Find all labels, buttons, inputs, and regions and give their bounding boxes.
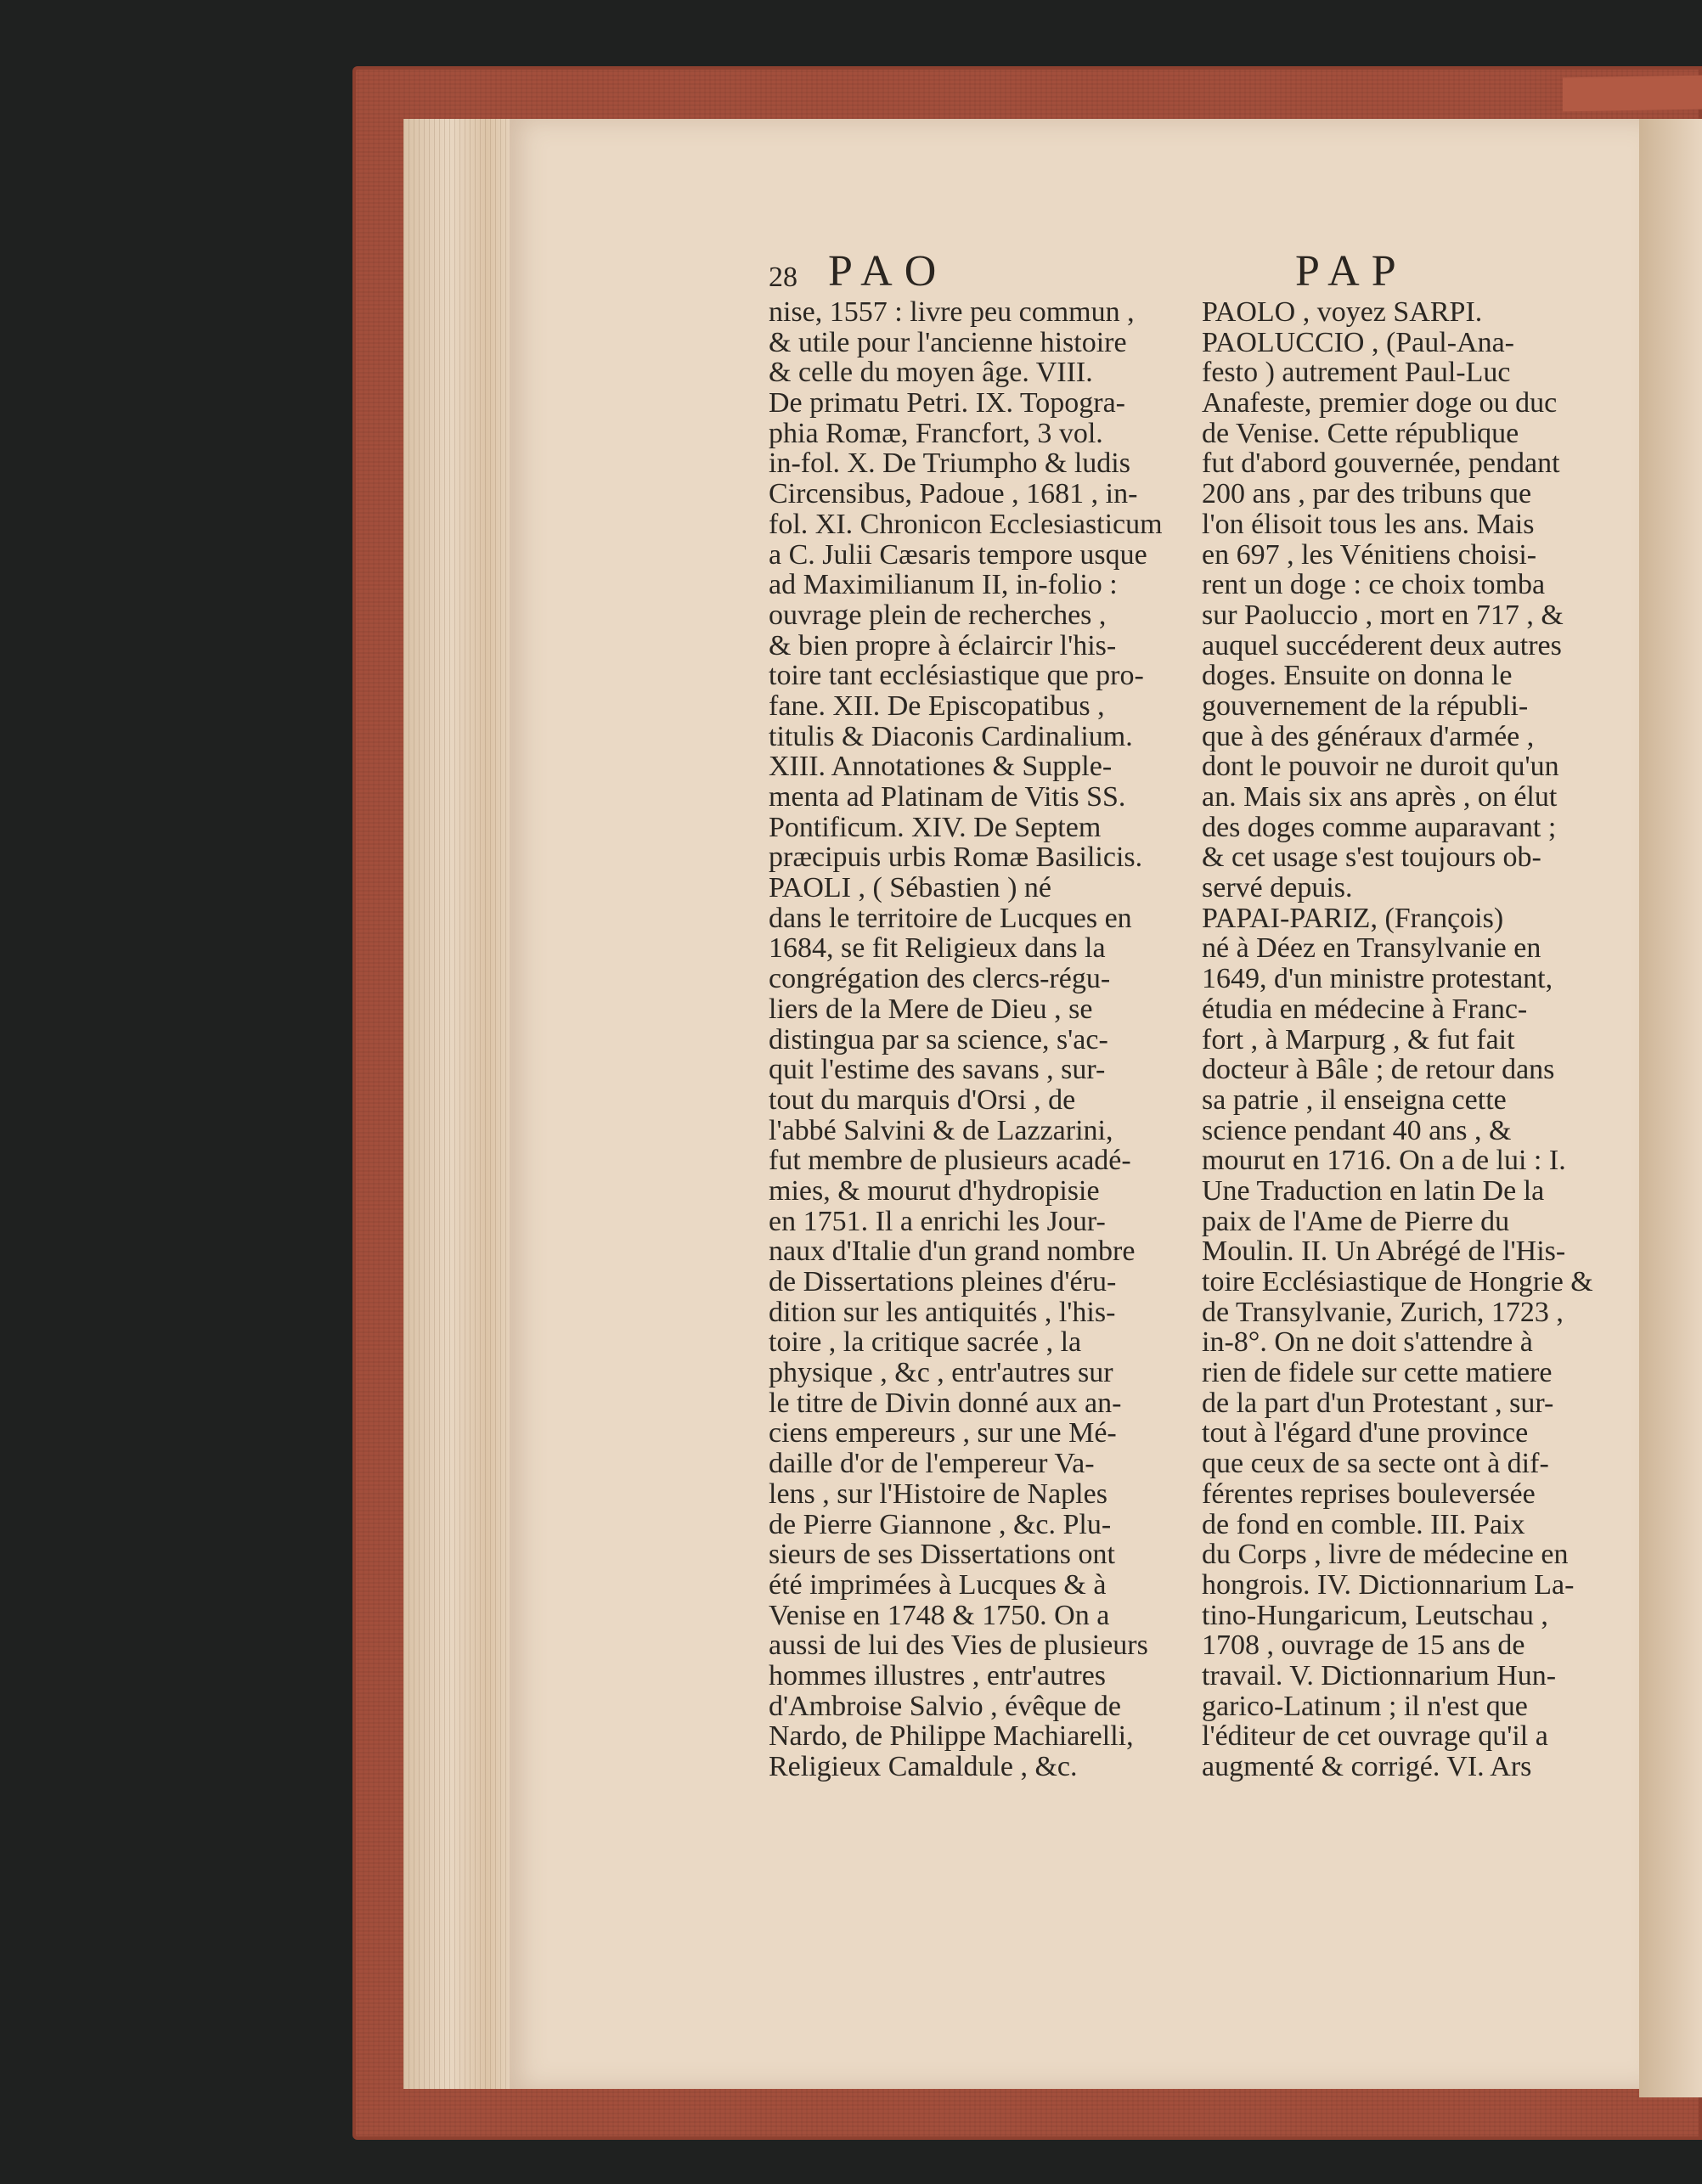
running-head-right: PAP <box>1295 247 1408 296</box>
right-column-line: des doges comme auparavant ; <box>1202 811 1557 843</box>
left-column-line: phia Romæ, Francfort, 3 vol. <box>769 417 1103 449</box>
right-column-line: du Corps , livre de médecine en <box>1202 1539 1569 1571</box>
left-column-line: fut membre de plusieurs acadé- <box>769 1145 1131 1177</box>
left-column-line: titulis & Diaconis Cardinalium. <box>769 720 1133 752</box>
right-column-line: augmenté & corrigé. VI. Ars <box>1202 1751 1532 1782</box>
left-column-line: & utile pour l'ancienne histoire <box>769 326 1127 358</box>
left-column-line: a C. Julii Cæsaris tempore usque <box>769 538 1147 571</box>
right-column-line: de Venise. Cette république <box>1202 417 1519 449</box>
left-column-line: toire tant ecclésiastique que pro- <box>769 660 1144 692</box>
left-column-line: de Dissertations pleines d'éru- <box>769 1266 1117 1297</box>
right-column-line: que à des généraux d'armée , <box>1202 720 1535 752</box>
right-column-line: servé depuis. <box>1202 872 1353 904</box>
left-column-line: le titre de Divin donné aux an- <box>769 1387 1122 1419</box>
left-column-line: fane. XII. De Episcopatibus , <box>769 690 1105 722</box>
left-column-line: dition sur les antiquités , l'his- <box>769 1296 1116 1328</box>
left-column-line: Circensibus, Padoue , 1681 , in- <box>769 478 1138 510</box>
right-column-line: PAPAI-PARIZ, (François) <box>1202 902 1504 934</box>
left-column-line: nise, 1557 : livre peu commun , <box>769 296 1135 328</box>
left-column-line: præcipuis urbis Romæ Basilicis. <box>769 842 1143 874</box>
right-column-line: paix de l'Ame de Pierre du <box>1202 1205 1510 1237</box>
right-column-line: rent un doge : ce choix tomba <box>1202 569 1546 601</box>
left-column-line: tout du marquis d'Orsi , de <box>769 1084 1076 1116</box>
right-text-column <box>1202 297 1593 1782</box>
right-column-line: né à Déez en Transylvanie en <box>1202 932 1541 965</box>
right-column-line: 1649, d'un ministre protestant, <box>1202 963 1553 995</box>
left-column-line: Pontificum. XIV. De Septem <box>769 811 1102 843</box>
left-column-line: en 1751. Il a enrichi les Jour- <box>769 1205 1106 1237</box>
left-column-line: Venise en 1748 & 1750. On a <box>769 1599 1110 1631</box>
left-column-line: Religieux Camaldule , &c. <box>769 1751 1078 1782</box>
left-column-line: 1684, se fit Religieux dans la <box>769 932 1106 965</box>
right-column-line: auquel succéderent deux autres <box>1202 629 1562 661</box>
right-column-line: fut d'abord gouvernée, pendant <box>1202 447 1560 480</box>
left-column-line: naux d'Italie d'un grand nombre <box>769 1236 1136 1268</box>
right-column-line: docteur à Bâle ; de retour dans <box>1202 1054 1555 1086</box>
cover-edge <box>1563 76 1702 112</box>
right-column-line: Moulin. II. Un Abrégé de l'His- <box>1202 1236 1566 1268</box>
left-column-line: mies, & mourut d'hydropisie <box>769 1174 1100 1207</box>
left-column-line: & celle du moyen âge. VIII. <box>769 357 1093 389</box>
left-column-line: aussi de lui des Vies de plusieurs <box>769 1630 1148 1662</box>
right-column-line: an. Mais six ans après , on élut <box>1202 781 1558 813</box>
right-column-line: l'éditeur de cet ouvrage qu'il a <box>1202 1720 1548 1753</box>
left-text-column <box>769 297 1163 1782</box>
right-column-line: de Transylvanie, Zurich, 1723 , <box>1202 1296 1564 1328</box>
facing-page-edge <box>1639 119 1702 2097</box>
right-column-line: science pendant 40 ans , & <box>1202 1114 1512 1146</box>
right-column-line: travail. V. Dictionnarium Hun- <box>1202 1659 1557 1691</box>
left-column-line: congrégation des clercs-régu- <box>769 963 1111 995</box>
left-column-line: lens , sur l'Histoire de Naples <box>769 1478 1107 1510</box>
right-column-line: rien de fidele sur cette matiere <box>1202 1357 1553 1389</box>
left-column-line: PAOLI , ( Sébastien ) né <box>769 872 1052 904</box>
right-column-line: tino-Hungaricum, Leutschau , <box>1202 1599 1548 1631</box>
left-column-line: d'Ambroise Salvio , évêque de <box>769 1690 1121 1722</box>
right-column-line: sur Paoluccio , mort en 717 , & <box>1202 599 1564 631</box>
right-column-line: en 697 , les Vénitiens choisi- <box>1202 538 1537 571</box>
right-column-line: & cet usage s'est toujours ob- <box>1202 842 1541 874</box>
right-column-line: toire Ecclésiastique de Hongrie & <box>1202 1266 1593 1297</box>
left-column-line: De primatu Petri. IX. Topogra- <box>769 387 1126 419</box>
right-column-line: l'on élisoit tous les ans. Mais <box>1202 508 1535 540</box>
running-head-left: PAO <box>828 247 949 296</box>
left-column-line: dans le territoire de Lucques en <box>769 902 1132 934</box>
right-column-line: gouvernement de la républi- <box>1202 690 1529 722</box>
left-column-line: hommes illustres , entr'autres <box>769 1659 1107 1691</box>
left-column-line: daille d'or de l'empereur Va- <box>769 1448 1095 1480</box>
left-column-line: ouvrage plein de recherches , <box>769 599 1107 631</box>
right-column-line: mourut en 1716. On a de lui : I. <box>1202 1145 1566 1177</box>
left-column-line: été imprimées à Lucques & à <box>769 1568 1107 1601</box>
right-column-line: 1708 , ouvrage de 15 ans de <box>1202 1630 1525 1662</box>
left-column-line: fol. XI. Chronicon Ecclesiasticum <box>769 508 1163 540</box>
right-column-line: étudia en médecine à Franc- <box>1202 993 1528 1025</box>
left-column-line: physique , &c , entr'autres sur <box>769 1357 1113 1389</box>
left-column-line: quit l'estime des savans , sur- <box>769 1054 1106 1086</box>
left-column-line: distingua par sa science, s'ac- <box>769 1023 1108 1055</box>
right-column-line: in-8°. On ne doit s'attendre à <box>1202 1326 1533 1359</box>
right-column-line: 200 ans , par des tribuns que <box>1202 478 1532 510</box>
left-column-line: in-fol. X. De Triumpho & ludis <box>769 447 1130 480</box>
left-column-line: liers de la Mere de Dieu , se <box>769 993 1093 1025</box>
left-column-line: XIII. Annotationes & Supple- <box>769 751 1113 783</box>
right-column-line: PAOLO , voyez SARPI. <box>1202 296 1483 328</box>
left-column-line: ad Maximilianum II, in-folio : <box>769 569 1118 601</box>
right-column-line: de la part d'un Protestant , sur- <box>1202 1387 1554 1419</box>
right-column-line: de fond en comble. III. Paix <box>1202 1508 1525 1540</box>
left-column-line: de Pierre Giannone , &c. Plu- <box>769 1508 1112 1540</box>
right-column-line: férentes reprises bouleversée <box>1202 1478 1536 1510</box>
left-column-line: Nardo, de Philippe Machiarelli, <box>769 1720 1134 1753</box>
right-column-line: que ceux de sa secte ont à dif- <box>1202 1448 1549 1480</box>
right-column-line: fort , à Marpurg , & fut fait <box>1202 1023 1515 1055</box>
left-column-line: l'abbé Salvini & de Lazzarini, <box>769 1114 1113 1146</box>
page-number: 28 <box>769 262 797 293</box>
left-column-line: & bien propre à éclaircir l'his- <box>769 629 1117 661</box>
page-edges <box>403 119 522 2089</box>
right-column-line: doges. Ensuite on donna le <box>1202 660 1513 692</box>
left-column-line: toire , la critique sacrée , la <box>769 1326 1082 1359</box>
left-column-line: menta ad Platinam de Vitis SS. <box>769 781 1126 813</box>
right-column-line: festo ) autrement Paul-Luc <box>1202 357 1511 389</box>
right-column-line: tout à l'égard d'une province <box>1202 1417 1529 1449</box>
right-column-line: garico-Latinum ; il n'est que <box>1202 1690 1528 1722</box>
right-column-line: dont le pouvoir ne duroit qu'un <box>1202 751 1559 783</box>
left-column-line: ciens empereurs , sur une Mé- <box>769 1417 1117 1449</box>
left-column-line: sieurs de ses Dissertations ont <box>769 1539 1115 1571</box>
right-column-line: Une Traduction en latin De la <box>1202 1174 1545 1207</box>
right-column-line: hongrois. IV. Dictionnarium La- <box>1202 1568 1575 1601</box>
right-column-line: sa patrie , il enseigna cette <box>1202 1084 1507 1116</box>
right-column-line: PAOLUCCIO , (Paul-Ana- <box>1202 326 1515 358</box>
right-column-line: Anafeste, premier doge ou duc <box>1202 387 1558 419</box>
